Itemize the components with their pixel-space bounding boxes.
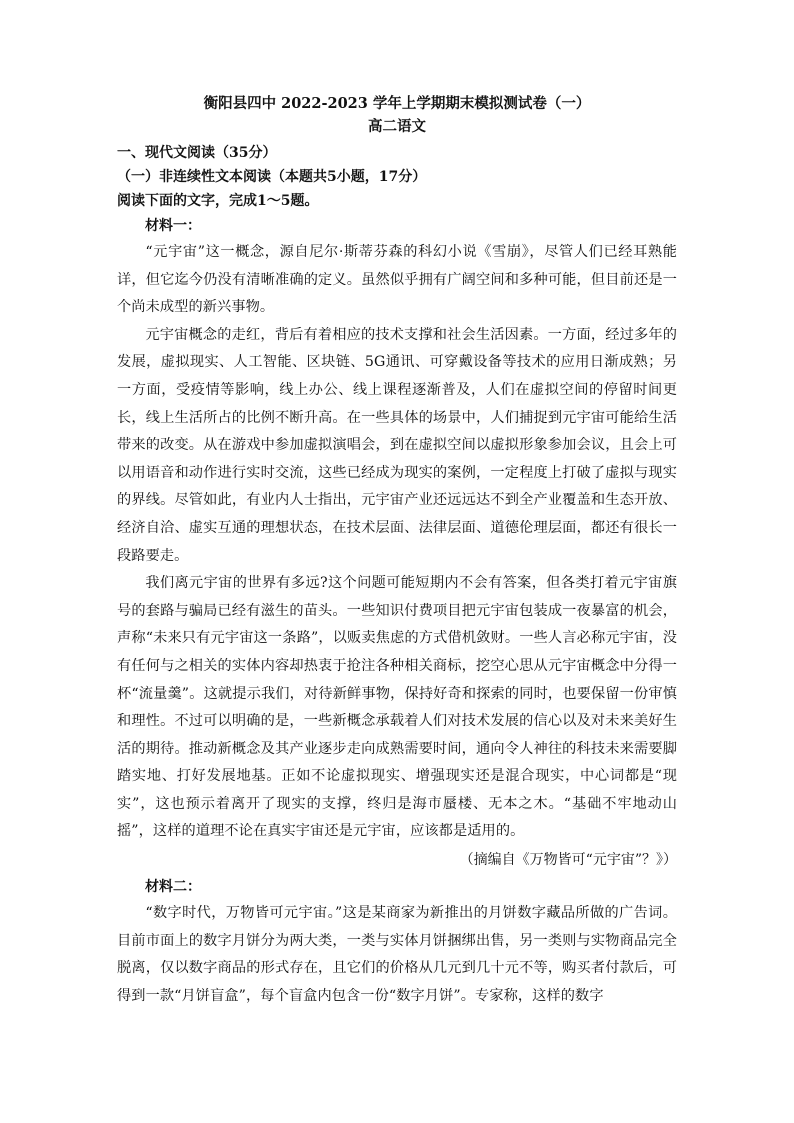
reading-instruction: 阅读下面的文字，完成1～5题。 xyxy=(117,193,319,209)
material-one-paragraph: 我们离元宇宙的世界有多远?这个问题可能短期内不会有答案，但各类打着元宇宙旗号的套路与骗局已经有滋生的苗头。一些知识付费项目把元宇宙包装成一夜暴富的机会，声称“未来只有元宇宙这一条路”，以贩卖焦虑的方式借机敛财。一些人言必称元宇宙，没有任何与之相关的实体内容却热衷于抢注各种相关商标，挖空心思从元宇宙概念中分得一杯“流量羹”。这就提示我们，对待新鲜事物，保持好奇和探索的同时，也要保留一份审慎和理性。不过可以明确的是，一些新概念承载着人们对技术发展的信心以及对未来美好生活的期待。推动新概念及其产业逐步走向成熟需要时间，通向令人神往的科技未来需要脚踏实地、打好发展地基。正如不论虚拟现实、增强现实还是混合现实，中心词都是“现实”，这也预示着离开了现实的支撑，终归是海市蜃楼、无本之木。“基础不牢地动山摇”，这样的道理不论在真实宇宙还是元宇宙，应该都是适用的。 xyxy=(117,575,677,840)
exam-page xyxy=(117,92,677,1010)
exam-title: 衡阳县四中 2022-2023 学年上学期期末模拟测试卷（一） xyxy=(203,95,591,112)
material-two-label: 材料二： xyxy=(145,879,201,896)
exam-subject: 高二语文 xyxy=(368,118,426,135)
material-two-paragraph: “数字时代，万物皆可元宇宙。”这是某商家为新推出的月饼数字藏品所做的广告词。目前市面上的数字月饼分为两大类，一类与实体月饼捆绑出售，另一类则与实物商品完全脱离，仅以数字商品的形式存在，且它们的价格从几元到几十元不等，购买者付款后，可得到一款“月饼盲盒”，每个盲盒内包含一份“数字月饼”。专家称，这样的数字 xyxy=(117,905,677,1004)
section-heading: 一、现代文阅读（35分） xyxy=(117,145,277,161)
material-one-label: 材料一： xyxy=(145,218,201,234)
subsection-heading: （一）非连续性文本阅读（本题共5小题，17分） xyxy=(117,169,427,185)
material-one-paragraph: 元宇宙概念的走红，背后有着相应的技术支撑和社会生活因素。一方面，经过多年的发展，虚拟现实、人工智能、区块链、5G通讯、可穿戴设备等技术的应用日渐成熟；另一方面，受疫情等影响，线上办公、线上课程逐渐普及，人们在虚拟空间的停留时间更长，线上生活所占的比例不断升高。在一些具体的场景中，人们捕捉到元宇宙可能给生活带来的改变。从在游戏中参加虚拟演唱会，到在虚拟空间以虚拟形象参加会议，且会上可以用语音和动作进行实时交流，这些已经成为现实的案例，一定程度上打破了虚拟与现实的界线。尽管如此，有业内人士指出，元宇宙产业还远远达不到全产业覆盖和生态开放、经济自洽、虚实互通的理想状态，在技术层面、法律层面、道德伦理层面，都还有很长一段路要走。 xyxy=(117,326,677,564)
material-one-source: （摘编自《万物皆可“元宇宙”？》） xyxy=(459,852,677,869)
material-one-paragraph: “元宇宙”这一概念，源自尼尔·斯蒂芬森的科幻小说《雪崩》，尽管人们已经耳熟能详，但它迄今仍没有清晰准确的定义。虽然似乎拥有广阔空间和多种可能，但目前还是一个尚未成型的新兴事物。 xyxy=(117,244,677,316)
